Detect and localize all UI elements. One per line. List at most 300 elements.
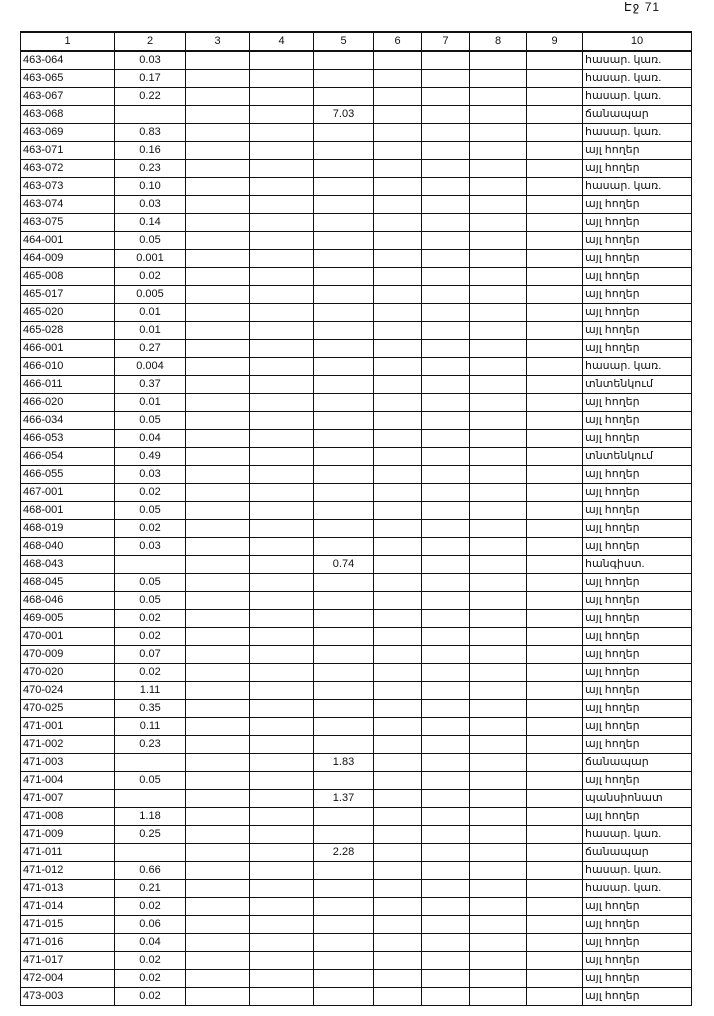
table-cell-col-9	[527, 160, 583, 178]
table-cell-col-8	[470, 574, 527, 592]
table-row	[21, 988, 692, 1006]
table-cell-col-7	[422, 448, 470, 466]
table-cell-col-9	[527, 646, 583, 664]
table-row	[21, 862, 692, 880]
table-cell-col-5	[314, 700, 374, 718]
table-cell-col-1: 466-054	[21, 448, 115, 466]
table-cell-col-2: 0.22	[115, 88, 186, 106]
table-cell-col-8	[470, 754, 527, 772]
table-cell-col-5	[314, 322, 374, 340]
table-cell-col-2	[115, 844, 186, 862]
table-cell-col-6	[374, 358, 422, 376]
table-cell-col-7	[422, 304, 470, 322]
table-cell-col-10: հասար. կառ.	[583, 880, 692, 898]
table-cell-col-4	[250, 214, 314, 232]
table-cell-col-3	[186, 142, 250, 160]
table-cell-col-1: 463-067	[21, 88, 115, 106]
table-cell-col-3	[186, 790, 250, 808]
table-cell-col-2: 0.05	[115, 232, 186, 250]
header-row	[21, 32, 692, 51]
table-cell-col-6	[374, 286, 422, 304]
table-cell-col-9	[527, 862, 583, 880]
table-cell-col-7	[422, 952, 470, 970]
table-cell-col-4	[250, 322, 314, 340]
table-row	[21, 826, 692, 844]
table-cell-col-4	[250, 790, 314, 808]
table-cell-col-1: 470-001	[21, 628, 115, 646]
table-cell-col-8	[470, 394, 527, 412]
table-cell-col-6	[374, 736, 422, 754]
table-cell-col-8	[470, 160, 527, 178]
table-cell-col-10: այլ հողեր	[583, 970, 692, 988]
table-cell-col-1: 465-028	[21, 322, 115, 340]
table-cell-col-4	[250, 51, 314, 70]
table-cell-col-6	[374, 484, 422, 502]
table-cell-col-6	[374, 412, 422, 430]
table-cell-col-8	[470, 142, 527, 160]
table-cell-col-8	[470, 988, 527, 1006]
table-cell-col-1: 463-064	[21, 51, 115, 70]
table-row	[21, 376, 692, 394]
table-row	[21, 952, 692, 970]
table-cell-col-1: 467-001	[21, 484, 115, 502]
table-cell-col-10: հասար. կառ.	[583, 862, 692, 880]
table-cell-col-7	[422, 898, 470, 916]
table-cell-col-5	[314, 214, 374, 232]
table-cell-col-4	[250, 358, 314, 376]
table-cell-col-7	[422, 502, 470, 520]
table-cell-col-3	[186, 646, 250, 664]
table-cell-col-3	[186, 808, 250, 826]
table-cell-col-4	[250, 970, 314, 988]
table-cell-col-4	[250, 826, 314, 844]
table-cell-col-6	[374, 538, 422, 556]
table-cell-col-1: 471-003	[21, 754, 115, 772]
table-cell-col-4	[250, 736, 314, 754]
table-cell-col-1: 468-040	[21, 538, 115, 556]
table-cell-col-3	[186, 988, 250, 1006]
table-cell-col-3	[186, 448, 250, 466]
table-cell-col-10: այլ հողեր	[583, 898, 692, 916]
table-cell-col-4	[250, 484, 314, 502]
table-cell-col-8	[470, 340, 527, 358]
column-header: 2	[115, 32, 186, 51]
table-cell-col-1: 472-004	[21, 970, 115, 988]
table-row	[21, 682, 692, 700]
table-cell-col-2: 0.04	[115, 934, 186, 952]
table-cell-col-3	[186, 268, 250, 286]
table-row	[21, 970, 692, 988]
table-cell-col-2: 0.14	[115, 214, 186, 232]
table-cell-col-9	[527, 556, 583, 574]
table-row	[21, 268, 692, 286]
table-cell-col-9	[527, 106, 583, 124]
table-cell-col-5	[314, 178, 374, 196]
table-cell-col-5	[314, 826, 374, 844]
table-cell-col-2: 0.06	[115, 916, 186, 934]
table-cell-col-6	[374, 556, 422, 574]
table-cell-col-1: 463-072	[21, 160, 115, 178]
table-cell-col-8	[470, 934, 527, 952]
table-cell-col-1: 471-012	[21, 862, 115, 880]
table-cell-col-10: այլ հողեր	[583, 808, 692, 826]
table-row	[21, 664, 692, 682]
table-cell-col-10: այլ հողեր	[583, 952, 692, 970]
table-cell-col-5	[314, 484, 374, 502]
table-cell-col-7	[422, 772, 470, 790]
table-cell-col-9	[527, 466, 583, 484]
table-cell-col-2: 0.01	[115, 394, 186, 412]
table-cell-col-1: 470-009	[21, 646, 115, 664]
table-cell-col-4	[250, 844, 314, 862]
table-cell-col-8	[470, 286, 527, 304]
table-cell-col-9	[527, 214, 583, 232]
table-row	[21, 340, 692, 358]
table-row	[21, 142, 692, 160]
table-cell-col-8	[470, 538, 527, 556]
table-cell-col-4	[250, 628, 314, 646]
table-cell-col-7	[422, 628, 470, 646]
table-cell-col-9	[527, 124, 583, 142]
table-row	[21, 520, 692, 538]
table-cell-col-5	[314, 592, 374, 610]
table-cell-col-8	[470, 304, 527, 322]
table-cell-col-1: 470-025	[21, 700, 115, 718]
table-cell-col-6	[374, 70, 422, 88]
table-cell-col-9	[527, 51, 583, 70]
table-row	[21, 916, 692, 934]
table-cell-col-6	[374, 628, 422, 646]
table-cell-col-5	[314, 448, 374, 466]
table-cell-col-10: այլ հողեր	[583, 988, 692, 1006]
table-cell-col-3	[186, 520, 250, 538]
table-cell-col-1: 463-065	[21, 70, 115, 88]
table-cell-col-7	[422, 322, 470, 340]
table-cell-col-5: 2.28	[314, 844, 374, 862]
table-cell-col-3	[186, 628, 250, 646]
table-cell-col-1: 471-007	[21, 790, 115, 808]
page-number: Էջ 71	[624, 0, 661, 14]
table-cell-col-4	[250, 934, 314, 952]
table-cell-col-7	[422, 430, 470, 448]
table-cell-col-5	[314, 286, 374, 304]
table-cell-col-9	[527, 304, 583, 322]
table-cell-col-3	[186, 430, 250, 448]
table-cell-col-7	[422, 484, 470, 502]
table-cell-col-9	[527, 268, 583, 286]
table-cell-col-6	[374, 502, 422, 520]
table-cell-col-7	[422, 844, 470, 862]
table-cell-col-6	[374, 754, 422, 772]
table-cell-col-9	[527, 394, 583, 412]
table-cell-col-1: 471-004	[21, 772, 115, 790]
table-cell-col-3	[186, 340, 250, 358]
table-cell-col-10: այլ հողեր	[583, 538, 692, 556]
table-cell-col-2: 0.001	[115, 250, 186, 268]
table-cell-col-4	[250, 286, 314, 304]
table-cell-col-6	[374, 466, 422, 484]
table-cell-col-10: այլ հողեր	[583, 394, 692, 412]
table-cell-col-7	[422, 70, 470, 88]
table-cell-col-6	[374, 340, 422, 358]
table-cell-col-5	[314, 898, 374, 916]
table-cell-col-4	[250, 466, 314, 484]
table-cell-col-3	[186, 250, 250, 268]
table-cell-col-6	[374, 51, 422, 70]
table-cell-col-7	[422, 610, 470, 628]
table-cell-col-2: 0.05	[115, 772, 186, 790]
table-cell-col-6	[374, 268, 422, 286]
table-cell-col-3	[186, 502, 250, 520]
table-cell-col-8	[470, 826, 527, 844]
table-cell-col-7	[422, 268, 470, 286]
table-row	[21, 304, 692, 322]
table-cell-col-9	[527, 970, 583, 988]
table-cell-col-1: 468-045	[21, 574, 115, 592]
table-cell-col-5	[314, 160, 374, 178]
table-cell-col-4	[250, 808, 314, 826]
table-cell-col-8	[470, 124, 527, 142]
table-cell-col-1: 463-068	[21, 106, 115, 124]
table-cell-col-9	[527, 178, 583, 196]
table-cell-col-7	[422, 700, 470, 718]
column-header: 6	[374, 32, 422, 51]
table-cell-col-7	[422, 88, 470, 106]
table-cell-col-5	[314, 988, 374, 1006]
table-cell-col-9	[527, 358, 583, 376]
table-cell-col-10: այլ հողեր	[583, 574, 692, 592]
table-cell-col-2: 0.004	[115, 358, 186, 376]
table-cell-col-1: 471-002	[21, 736, 115, 754]
table-cell-col-2: 0.02	[115, 970, 186, 988]
table-row	[21, 232, 692, 250]
table-row	[21, 250, 692, 268]
table-cell-col-8	[470, 376, 527, 394]
table-cell-col-5	[314, 340, 374, 358]
table-cell-col-7	[422, 592, 470, 610]
table-cell-col-1: 471-013	[21, 880, 115, 898]
table-row	[21, 934, 692, 952]
table-cell-col-10: այլ հողեր	[583, 430, 692, 448]
table-cell-col-7	[422, 214, 470, 232]
table-cell-col-6	[374, 862, 422, 880]
table-cell-col-3	[186, 412, 250, 430]
table-cell-col-9	[527, 844, 583, 862]
table-cell-col-3	[186, 844, 250, 862]
table-cell-col-6	[374, 646, 422, 664]
table-cell-col-5	[314, 51, 374, 70]
table-cell-col-1: 468-001	[21, 502, 115, 520]
table-cell-col-9	[527, 610, 583, 628]
table-cell-col-2	[115, 556, 186, 574]
table-cell-col-3	[186, 178, 250, 196]
table-cell-col-1: 471-011	[21, 844, 115, 862]
table-cell-col-2: 0.11	[115, 718, 186, 736]
table-cell-col-7	[422, 196, 470, 214]
table-cell-col-8	[470, 178, 527, 196]
table-cell-col-10: այլ հողեր	[583, 304, 692, 322]
table-cell-col-7	[422, 232, 470, 250]
table-cell-col-7	[422, 736, 470, 754]
table-cell-col-10: այլ հողեր	[583, 700, 692, 718]
table-cell-col-2: 0.27	[115, 340, 186, 358]
table-cell-col-10: այլ հողեր	[583, 772, 692, 790]
table-cell-col-4	[250, 448, 314, 466]
table-cell-col-7	[422, 340, 470, 358]
table-cell-col-9	[527, 682, 583, 700]
table-cell-col-6	[374, 682, 422, 700]
table-cell-col-8	[470, 88, 527, 106]
table-cell-col-10: այլ հողեր	[583, 466, 692, 484]
table-cell-col-5	[314, 808, 374, 826]
table-cell-col-5	[314, 538, 374, 556]
table-cell-col-1: 465-017	[21, 286, 115, 304]
table-row	[21, 196, 692, 214]
table-cell-col-4	[250, 502, 314, 520]
table-cell-col-1: 465-020	[21, 304, 115, 322]
table-cell-col-3	[186, 160, 250, 178]
table-cell-col-7	[422, 646, 470, 664]
table-cell-col-2: 0.02	[115, 610, 186, 628]
table-cell-col-5	[314, 304, 374, 322]
table-row	[21, 106, 692, 124]
table-cell-col-10: այլ հողեր	[583, 592, 692, 610]
table-cell-col-9	[527, 502, 583, 520]
table-cell-col-2: 0.66	[115, 862, 186, 880]
table-cell-col-4	[250, 700, 314, 718]
table-row	[21, 700, 692, 718]
table-cell-col-6	[374, 592, 422, 610]
table-cell-col-3	[186, 232, 250, 250]
table-row	[21, 646, 692, 664]
table-cell-col-4	[250, 412, 314, 430]
table-cell-col-1: 463-069	[21, 124, 115, 142]
table-cell-col-1: 470-024	[21, 682, 115, 700]
table-cell-col-3	[186, 286, 250, 304]
table-cell-col-5	[314, 142, 374, 160]
table-cell-col-4	[250, 232, 314, 250]
table-cell-col-3	[186, 754, 250, 772]
table-cell-col-3	[186, 70, 250, 88]
table-cell-col-5	[314, 88, 374, 106]
table-cell-col-8	[470, 664, 527, 682]
table-cell-col-10: այլ հողեր	[583, 484, 692, 502]
table-cell-col-10: այլ հողեր	[583, 268, 692, 286]
table-cell-col-3	[186, 574, 250, 592]
table-cell-col-6	[374, 430, 422, 448]
table-cell-col-3	[186, 772, 250, 790]
table-cell-col-2: 0.04	[115, 430, 186, 448]
table-cell-col-1: 466-034	[21, 412, 115, 430]
table-cell-col-2: 0.25	[115, 826, 186, 844]
table-cell-col-8	[470, 790, 527, 808]
table-cell-col-3	[186, 664, 250, 682]
table-cell-col-4	[250, 70, 314, 88]
table-cell-col-9	[527, 142, 583, 160]
table-cell-col-5	[314, 718, 374, 736]
table-cell-col-3	[186, 556, 250, 574]
table-cell-col-8	[470, 322, 527, 340]
table-cell-col-7	[422, 574, 470, 592]
table-cell-col-8	[470, 700, 527, 718]
table-cell-col-2: 0.05	[115, 592, 186, 610]
table-cell-col-10: ճանապար	[583, 754, 692, 772]
table-cell-col-10: այլ հողեր	[583, 664, 692, 682]
table-cell-col-2: 0.02	[115, 952, 186, 970]
table-cell-col-4	[250, 106, 314, 124]
table-cell-col-9	[527, 628, 583, 646]
table-cell-col-7	[422, 286, 470, 304]
table-cell-col-6	[374, 952, 422, 970]
table-cell-col-7	[422, 880, 470, 898]
table-row	[21, 430, 692, 448]
table-cell-col-9	[527, 718, 583, 736]
table-cell-col-3	[186, 51, 250, 70]
table-cell-col-10: այլ հողեր	[583, 736, 692, 754]
table-cell-col-3	[186, 304, 250, 322]
table-cell-col-5	[314, 376, 374, 394]
table-cell-col-6	[374, 214, 422, 232]
table-cell-col-9	[527, 772, 583, 790]
table-cell-col-9	[527, 826, 583, 844]
table-cell-col-9	[527, 520, 583, 538]
table-cell-col-8	[470, 358, 527, 376]
table-cell-col-4	[250, 304, 314, 322]
table-cell-col-10: այլ հողեր	[583, 214, 692, 232]
table-cell-col-6	[374, 880, 422, 898]
table-cell-col-9	[527, 574, 583, 592]
table-cell-col-2: 0.02	[115, 988, 186, 1006]
table-cell-col-3	[186, 466, 250, 484]
table-cell-col-4	[250, 952, 314, 970]
table-cell-col-4	[250, 178, 314, 196]
table-cell-col-10: հասար. կառ.	[583, 124, 692, 142]
table-cell-col-10: հանգիստ.	[583, 556, 692, 574]
table-cell-col-9	[527, 898, 583, 916]
table-cell-col-9	[527, 448, 583, 466]
table-row	[21, 124, 692, 142]
table-cell-col-1: 466-053	[21, 430, 115, 448]
table-cell-col-10: ճանապար	[583, 844, 692, 862]
table-cell-col-9	[527, 70, 583, 88]
table-cell-col-7	[422, 124, 470, 142]
table-cell-col-6	[374, 574, 422, 592]
table-cell-col-5: 7.03	[314, 106, 374, 124]
table-cell-col-9	[527, 286, 583, 304]
table-cell-col-2: 0.02	[115, 628, 186, 646]
table-cell-col-3	[186, 898, 250, 916]
table-cell-col-6	[374, 124, 422, 142]
table-cell-col-2	[115, 754, 186, 772]
table-cell-col-1: 471-008	[21, 808, 115, 826]
table-cell-col-1: 463-075	[21, 214, 115, 232]
table-cell-col-2: 0.02	[115, 664, 186, 682]
table-cell-col-4	[250, 898, 314, 916]
table-cell-col-4	[250, 376, 314, 394]
table-cell-col-5	[314, 502, 374, 520]
table-row	[21, 736, 692, 754]
table-cell-col-1: 463-071	[21, 142, 115, 160]
column-header: 7	[422, 32, 470, 51]
table-cell-col-3	[186, 592, 250, 610]
table-cell-col-6	[374, 718, 422, 736]
table-cell-col-10: այլ հողեր	[583, 646, 692, 664]
table-cell-col-10: հասար. կառ.	[583, 178, 692, 196]
table-cell-col-1: 471-014	[21, 898, 115, 916]
table-cell-col-5	[314, 70, 374, 88]
table-cell-col-1: 466-055	[21, 466, 115, 484]
table-cell-col-3	[186, 484, 250, 502]
